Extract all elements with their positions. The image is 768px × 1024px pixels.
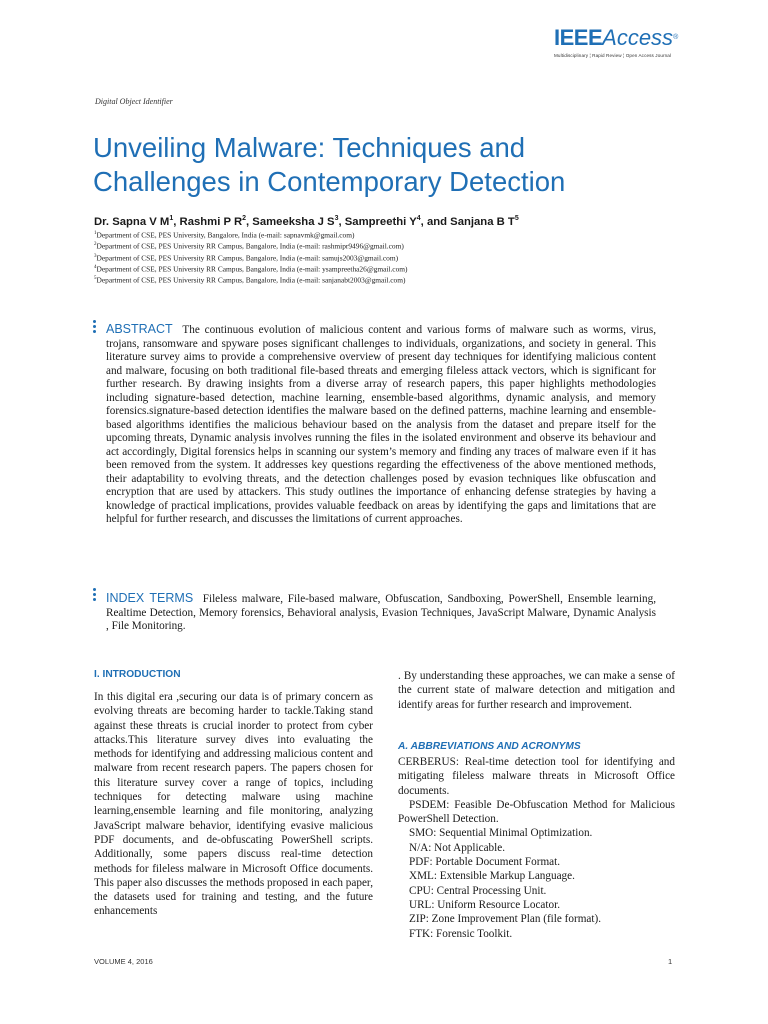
author-separator: , and [420,215,451,228]
ieee-access-logo [554,25,679,58]
affiliation-line [94,252,408,263]
affiliation-text: Department of CSE, PES University RR Campus, Bangalore, India (e-mail: samujs2003@gmail.com) [96,253,399,262]
abstract-block [106,323,656,527]
author-affiliation-mark: 1 [169,215,174,222]
index-terms-marker-icon [93,588,97,603]
index-terms-text: Fileless malware, File-based malware, Obfuscation, Sandboxing, PowerShell, Ensemble learning, Realtime Detection, Memory forensics, Behavioral analysis, Evasion Techniques, JavaScript Malware, Dynamic Analysis , File Monitoring. [106,593,656,632]
abbreviation-item: XML: Extensible Markup Language. [409,870,575,883]
abbreviation-item: CERBERUS: Real-time detection tool for identifying and mitigating fileless malware threats in Microsoft Office documents. [398,756,675,797]
abbreviation-item: SMO: Sequential Minimal Optimization. [409,827,593,840]
author-name: Dr. Sapna V M [94,215,170,228]
author-name: Sameeksha J S [252,215,335,228]
footer-volume: VOLUME 4, 2016 [94,957,153,966]
abbreviation-item: CPU: Central Processing Unit. [409,884,547,897]
affiliation-line [94,263,408,274]
introduction-heading: I. INTRODUCTION [94,669,181,680]
author-name: Rashmi P R [179,215,243,228]
abbreviation-item: PDF: Portable Document Format. [409,856,561,869]
abbreviation-item: N/A: Not Applicable. [409,841,506,854]
logo-wordmark [554,25,679,50]
affiliation-list [94,229,408,285]
author-separator: , [246,215,253,228]
index-terms-block [106,592,656,634]
affiliation-line [94,240,408,251]
affiliation-mark: 2 [94,242,97,248]
abstract-label: ABSTRACT [106,322,173,336]
introduction-text-left: In this digital era ,securing our data is of primary concern as evolving threats are becoming harder to tackle.Taking stand against these threats is crucial inorder to protect from cyber attacks.This literature survey dives into evaluating the methods for identifying and addressing malicious content and malware from recent research papers. The papers chosen for this literature survey cover a range of topics, including techniques for detecting malware using machine learning,ensemble learning and file monitoring, analyzing JavaScript malware behavior, identifying evasive malicious PDF documents, and de-obfuscating PowerShell scripts. Additionally, some papers discuss real-time detection methods for fileless malware in Microsoft Office documents. This paper also discusses the methods proposed in each paper, the datasets used for training and testing, and the future enhancements [94,691,373,918]
abbreviation-item: ZIP: Zone Improvement Plan (file format). [409,913,601,926]
affiliation-mark: 4 [94,264,97,270]
logo-registered-mark: ® [673,34,679,41]
logo-ieee: IEEE [554,25,603,50]
introduction-text-right: . By understanding these approaches, we can make a sense of the current state of malware detection and mitigation and identify areas for further research and improvement. [398,670,675,711]
author-affiliation-mark: 5 [514,215,519,222]
author-affiliation-mark: 2 [242,215,247,222]
abstract-text: The continuous evolution of malicious content and various forms of malware such as worms, virus, trojans, ransomware and spyware poses significant challenges to individuals, organizations, and society in general. This literature survey aims to provide a comprehensive overview of present day techniques for identifying malicious content and malware, focusing on both traditional file-based threats and emerging fileless attack vectors, which is significant for further research. By drawing insights from a diverse array of research papers, this paper highlights methodologies including signature-based detection, machine learning, ensemble-based algorithms, dynamic analysis, and memory forensics.signature-based detection identifies the malware based on the defined patterns, machine learning and ensemble-based algorithms identifies the malicious behaviour based on the analysis from the dataset and prepare itself for the upcoming threats, Dynamic analysis involves running the files in the isolated environment and observe its behaviour and act accordingly, Digital forensics helps in scanning our system’s memory and finding any traces of malware even if it has been removed from the system. It addresses key questions regarding the effectiveness of the above mentioned methods, their adaptability to evolving threats, and the detection challenges posed by evasion techniques like obfuscation and encryption that are used by attackers. This study outlines the importance of enhancing defense strategies by having a knowledge of practical implications, provides valuable feedback on areas by identifying the gaps and limitations that are helpful for further research, and discusses the limitations of current approaches. [106,324,657,525]
author-name: Sanjana B T [450,215,515,228]
affiliation-line [94,274,408,285]
affiliation-text: Department of CSE, PES University RR Campus, Bangalore, India (e-mail: sanjanabt2003@gmail.com) [96,275,406,285]
author-affiliation-mark: 4 [416,215,421,222]
author-affiliation-mark: 3 [334,215,339,222]
logo-access: Access [602,25,674,50]
author-separator: , [173,215,180,228]
abbreviation-item: FTK: Forensic Toolkit. [409,927,513,940]
affiliation-mark: 5 [94,276,97,282]
affiliation-mark: 1 [94,231,97,236]
author-list [94,215,519,228]
affiliation-text: Department of CSE, PES University, Bangalore, India (e-mail: sapnavmk@gmail.com) [96,230,355,240]
abbreviations-list [398,755,675,941]
footer-page-number: 1 [668,957,673,966]
paper-title: Unveiling Malware: Techniques and Challenges in Contemporary Detection [93,132,566,197]
abbreviations-heading: A. ABBREVIATIONS AND ACRONYMS [398,741,581,752]
affiliation-text: Department of CSE, PES University RR Campus, Bangalore, India (e-mail: ysampreetha26@gmail.com) [96,264,408,274]
author-separator: , [338,215,345,228]
affiliation-line [94,229,408,240]
abstract-marker-icon [93,320,97,335]
doi-label: Digital Object Identifier [95,97,173,106]
abbreviation-item: URL: Uniform Resource Locator. [409,898,560,911]
author-name: Sampreethi Y [344,215,417,228]
logo-tagline: Multidisciplinary ¦ Rapid Review ¦ Open Access Journal [554,53,672,58]
abbreviation-item: PSDEM: Feasible De-Obfuscation Method for Malicious PowerShell Detection. [398,798,675,826]
index-terms-label: INDEX TERMS [106,591,194,605]
affiliation-text: Department of CSE, PES University RR Campus, Bangalore, India (e-mail: rashmipr9496@gmail.com) [96,241,404,251]
affiliation-mark: 3 [94,253,97,259]
